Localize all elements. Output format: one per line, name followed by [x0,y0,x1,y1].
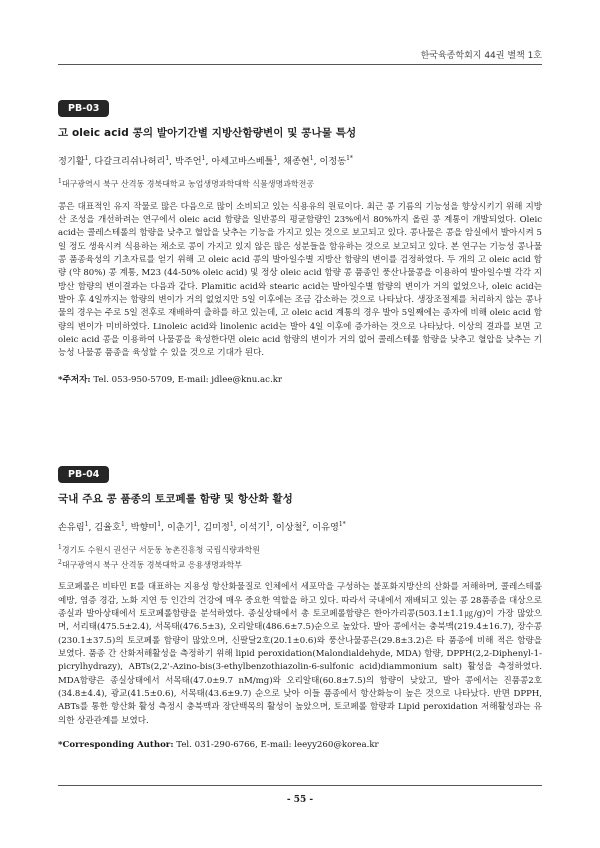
corresponding-label: *주저자: [58,374,91,385]
affiliation: $^1$경기도 수원시 권선구 서둔동 농촌진흥청 국립식량과학원 [58,544,261,555]
author: 아세고바스베틀$^1$, [211,154,284,167]
corresponding-label: *Corresponding Author: [58,740,174,751]
author-list [58,519,542,533]
header-rule [58,64,542,65]
abstract-body: 콩은 대표적인 유지 작물로 많은 다음으로 많이 소비되고 있는 식용유의 원료이다. 최근 콩 기름의 기능성을 향상시키기 위해 지방산 조성을 개선하려는 연구에서 oleic acid 함량을 일반콩의 평균함량인 23%에서 80%까지 올린 콩 계통이 개발되었다. Oleic acid는 콜레스테롤의 함량을 낮추고 혈압을 낮추는 기능을 가지고 있는 것으로 보고되고 있다. 콩나물은 콩을 암실에서 발아시켜 5일 정도 생육시켜 식용하는 채소로 콩이 가지고 있지 않은 많은 성분들을 함유하는 것으로 보고되고 있다. 본 연구는 기능성 콩나물 콩 품종육성의 기초자료를 얻기 위해 고 oleic acid 콩의 발아일수별 지방산 함량의 변이를 검정하였다. 두 개의 고 oleic acid 함량 (약 80%) 콩 계통, M23 (44-50% oleic acid) 및 정상 oleic acid 함량 콩 품종인 풍산나물콩을 이용하여 발아일수별 각각 지방산 함량의 변이결과는 다음과 같다. Plamitic acid와 stearic acid는 발아일수별 함량의 변이가 거의 없었으나, oleic acid는 발아 후 4일까지는 함량의 변이가 거의 없었지만 5일 이후에는 조금 감소하는 것으로 나타났다. 생장조절제를 처리하지 않는 콩나물의 경우는 주로 5일 전후로 재배하여 출하를 하고 있는데, 고 oleic acid 계통의 경우 발아 5일째에는 종자에 비해 oleic acid 함량의 변이가 미비하였다. Linoleic acid와 linolenic acid는 발아 4일 이후에 증가하는 것으로 나타났다. 이상의 결과를 보면 고 oleic acid 콩을 이용하여 나물콩을 육성한다면 oleic acid 함량의 변이가 거의 없어 콜레스테롤 함량을 낮추고 혈압을 낮추는 기능성 나물콩 품종을 육성할 수 있을 것으로 기대가 된다. [58,201,542,359]
corresponding-contact: Tel. 031-290-6766, E-mail: leeyy260@korea.kr [176,740,379,751]
corresponding-author [58,373,542,385]
author: 손유림$^1$, [58,520,95,533]
running-head: 한국육종학회지 44권 별책 1호 [420,51,542,61]
abstract-pb-03 [58,96,542,385]
affiliation: $^1$대구광역시 북구 산격동 경북대학교 농업생명과학대학 식물생명과학전공 [58,178,315,189]
affiliation-list [58,542,542,571]
corresponding-contact: Tel. 053-950-5709, E-mail: jdlee@knu.ac.kr [93,374,283,385]
author: 이정동$^{1*}$ [319,154,353,167]
author: 이상철$^2$, [275,520,313,533]
author: 다갈크리쉬나허리$^1$, [94,154,175,167]
abstract-badge: PB-04 [58,466,109,483]
abstract-title: 고 oleic acid 콩의 발아기간별 지방산함량변이 및 콩나물 특성 [58,127,357,139]
abstract-pb-04 [58,462,542,750]
author: 채종현$^1$, [283,154,320,167]
affiliation: $^2$대구광역시 북구 산격동 경북대학교 응용생명과학부 [58,558,243,570]
author: 김미정$^1$, [203,520,240,533]
author: 이유영$^{1*}$ [312,520,346,533]
abstract-body: 토코페롤은 비타민 E를 대표하는 지용성 항산화물질로 인체에서 세포막을 구성하는 불포화지방산의 산화를 저해하며, 콜레스테롤 예방, 염증 경감, 노화 지연 등 인간의 건강에 매우 중요한 역할을 하고 있다. 따라서 국내에서 재배되고 있는 콩 28품종을 대상으로 종실과 발아상태에서 토코페롤함량을 분석하였다. 종실상태에서 총 토코페롤함량은 한아가리콩(503.1±1.1㎍/g)이 가장 많았으며, 서리태(475.5±2.4), 서목태(476.5±3), 오리알태(486.6±7.5)순으로 높았다. 발아 콩에서는 충북맥(219.4±16.7), 장수콩(230.1±37.5)의 토코페롤 함량이 많았으며, 신팔달2호(20.1±0.6)와 풍산나물콩은(29.8±3.2)은 타 품종에 비해 적은 함량을 보였다. 품종 간 산화저해활성을 측정하기 위해 lipid peroxidation(Malondialdehyde, MDA) 함량, DPPH(2,2-Diphenyl-1-picrylhydrazy), ABTs(2,2'-Azino-bis(3-ethylbenzothiazolin-6-sulfonic acid)diammonium salt) 활성을 측정하였다. MDA함량은 종실상태에서 서목태(47.0±9.7 nM/mg)와 오리알태(60.8±7.5)의 함량이 낮았고, 발아 콩에서는 진품콩2호(34.8±4.4), 광교(41.5±0.6), 서목태(43.6±9.7) 순으로 낮아 이들 품종에서 항산화능이 높은 것으로 나타났다. 반면 DPPH, ABTs를 통한 항산화 활성 측정시 충북맥과 장단백목의 활성이 높았으며, 토코페롤 함량과 Lipid peroxidation 저해활성과는 유의한 상관관계를 보였다. [58,582,542,726]
author: 박향미$^1$, [130,520,167,533]
author: 박주언$^1$, [175,154,212,167]
author-list [58,153,542,167]
abstract-badge: PB-03 [58,100,109,117]
author: 김율호$^1$, [94,520,131,533]
page-number: - 55 - [286,795,314,805]
author: 이춘기$^1$, [166,520,204,533]
author: 이석기$^1$, [239,520,276,533]
author: 정기활$^1$, [58,154,95,167]
abstract-title: 국내 주요 콩 품종의 토코페롤 함량 및 항산화 활성 [58,493,293,505]
footer-rule [58,785,542,786]
corresponding-author [58,740,542,750]
